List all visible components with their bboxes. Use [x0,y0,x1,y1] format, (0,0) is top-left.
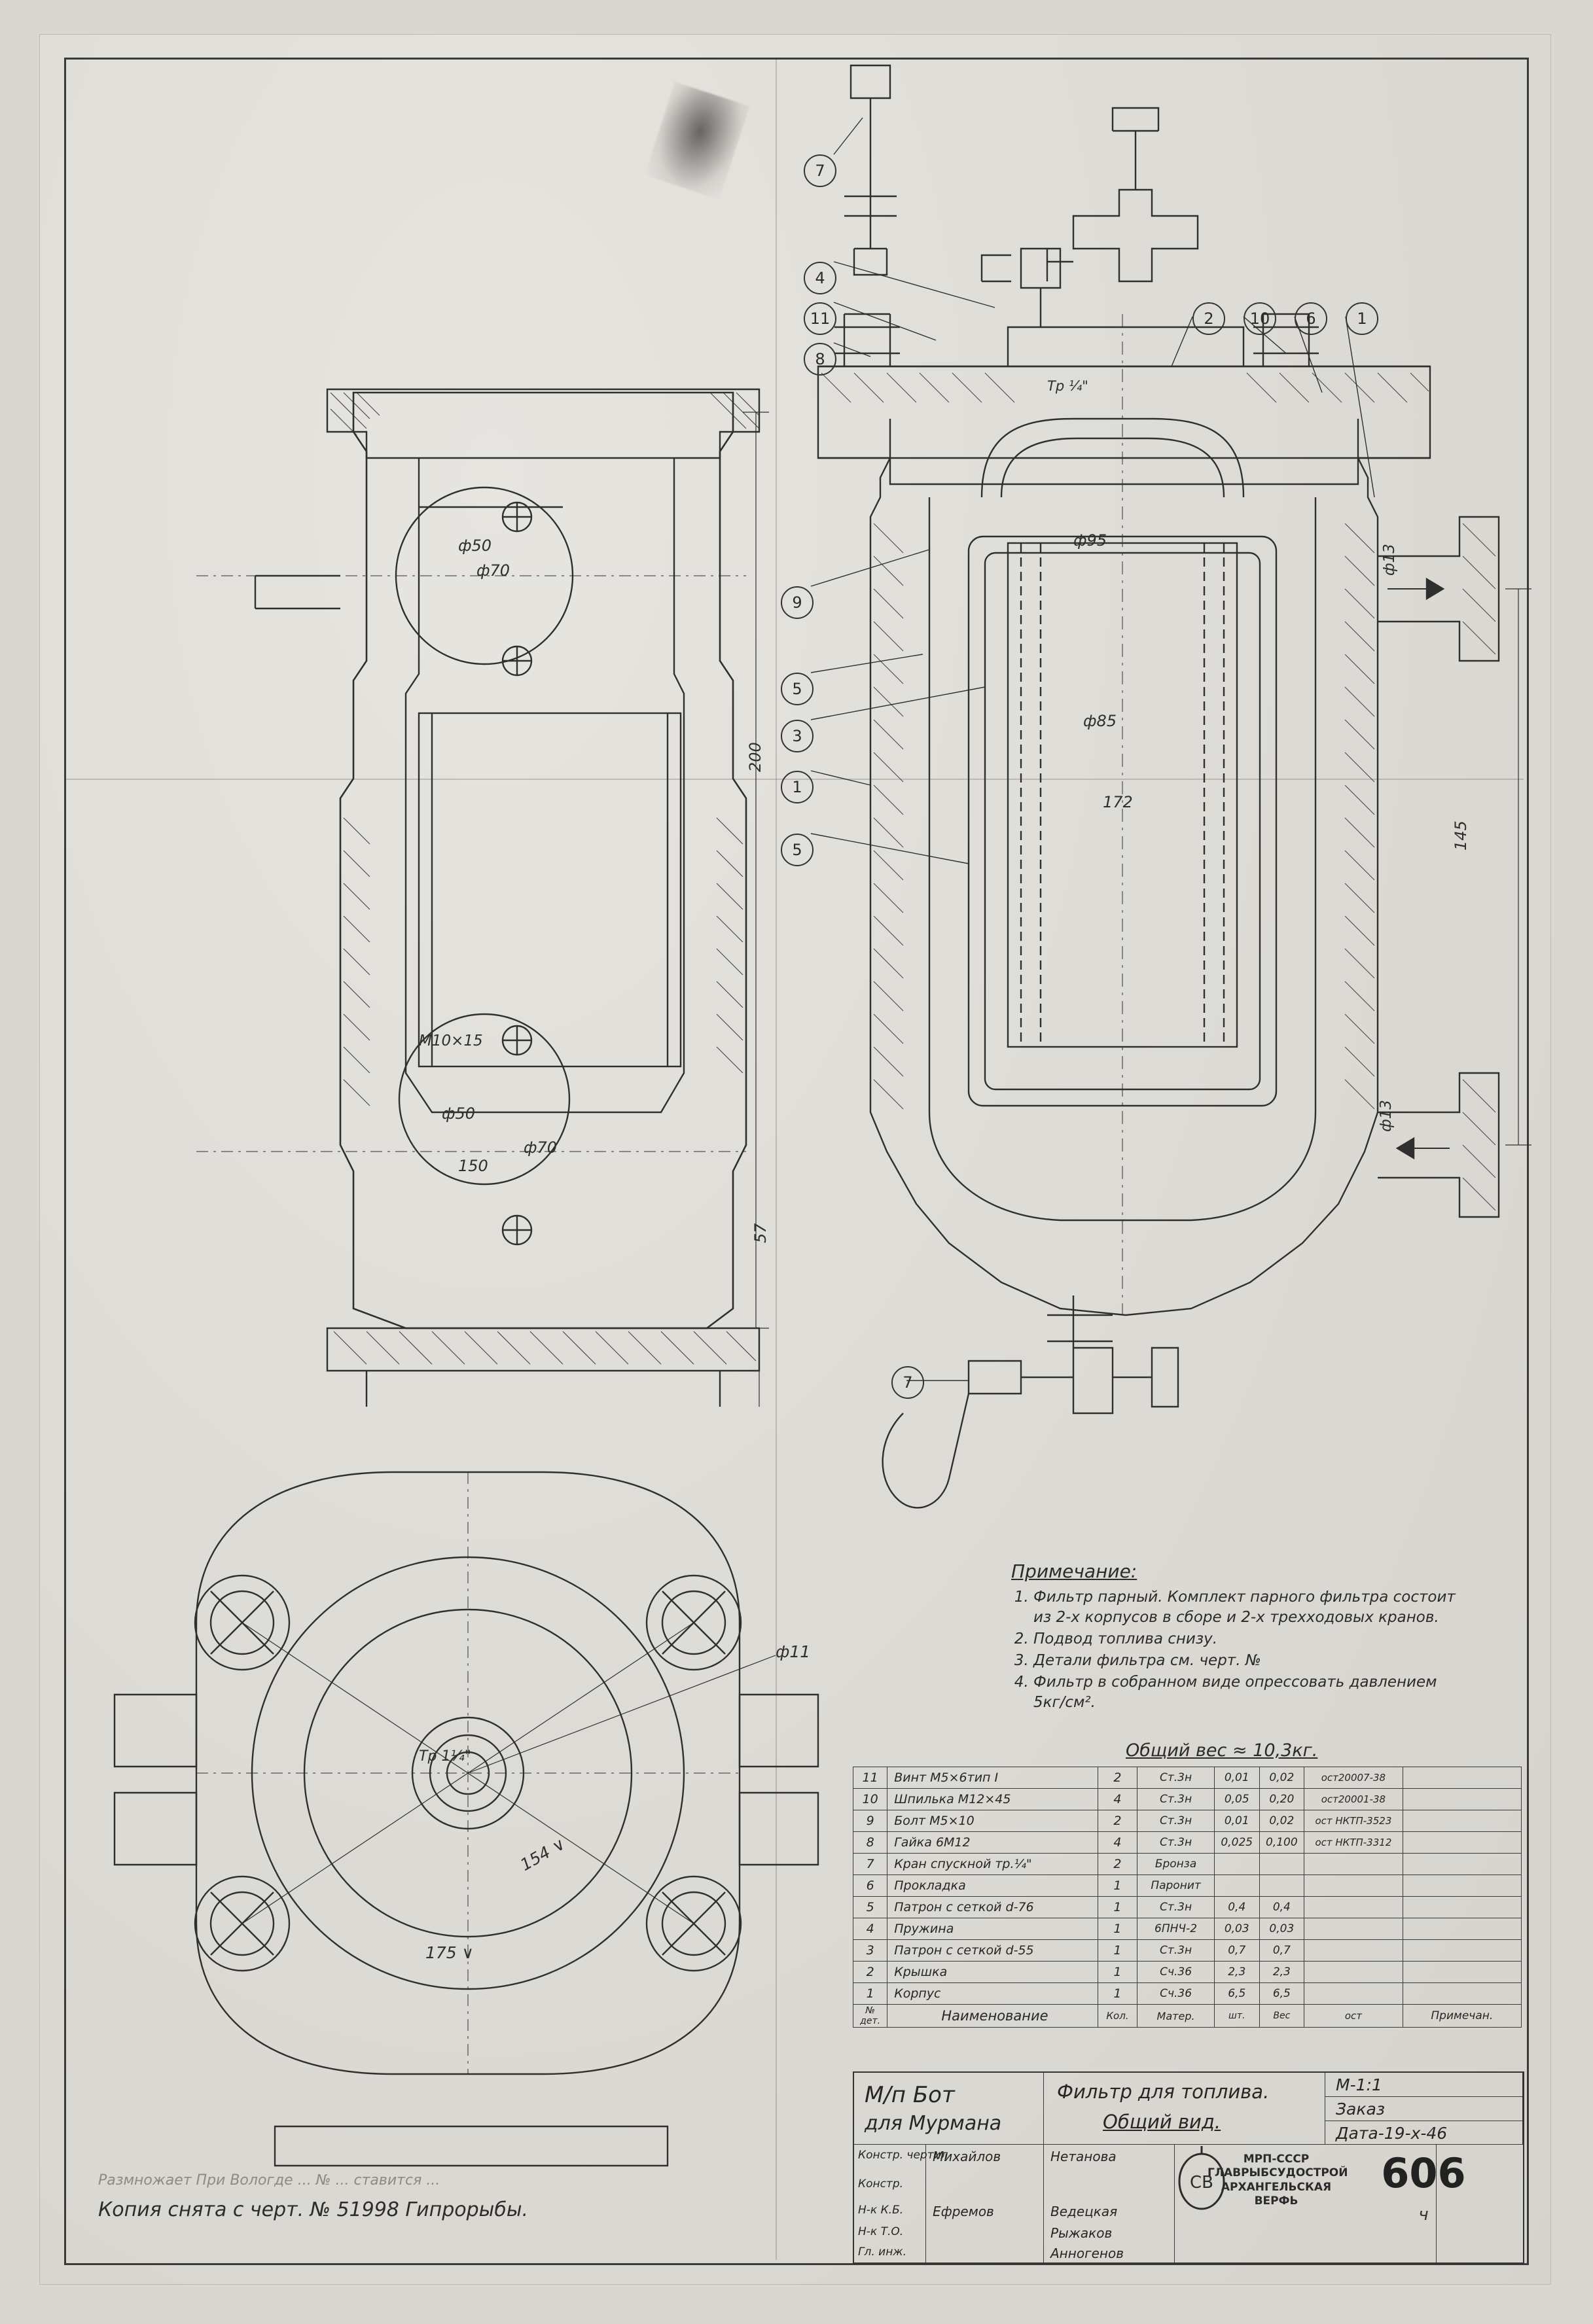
table-header-row [853,2005,1522,2028]
sign-role-3: Н-к К.Б. [858,2204,904,2217]
dimension-154: 154 ∨ [517,1834,569,1875]
balloon-label: 4 [815,269,825,287]
object-name-line1: М/п Бот [865,2082,955,2108]
cell-weight-total [1259,1875,1304,1897]
header-weight-total: Вес [1259,2005,1304,2028]
table-row [853,1810,1522,1832]
dimension-57: 57 [751,1223,770,1243]
sign-name-3: Ефремов [933,2204,994,2219]
cell-weight-total: 2,3 [1259,1962,1304,1983]
balloon-3 [781,720,814,752]
balloon-10 [1244,302,1276,335]
cell-pos: 8 [853,1832,887,1854]
cell-weight-total [1259,1854,1304,1875]
header-pos: № дет. [853,2005,887,2028]
cell-weight-unit [1214,1875,1259,1897]
copy-source-note: Копия снята с черт. № 51998 Гипрорыбы. [98,2198,529,2221]
balloon-label: 8 [815,350,825,368]
balloon-4 [804,262,836,294]
balloon-11 [804,302,836,335]
cell-qty: 2 [1098,1854,1137,1875]
balloon-label: 1 [792,778,802,796]
stamp-line-1: МРП-СССР [1243,2153,1310,2166]
table-row [853,1918,1522,1940]
cell-pos: 7 [853,1854,887,1875]
dimension-d50-upper: ф50 [458,537,492,555]
cell-material: Паронит [1137,1875,1215,1897]
notes-list [1011,1587,1469,1713]
cell-gost [1304,1940,1403,1962]
cell-weight-unit: 0,7 [1214,1940,1259,1962]
assembly-section-view [811,65,1531,1507]
cell-name: Винт М5×6тип I [887,1767,1098,1789]
scale-value: М-1:1 [1336,2075,1382,2094]
header-name: Наименование [887,2005,1098,2028]
plan-view [115,1472,818,2166]
cell-pos: 3 [853,1940,887,1962]
cell-weight-total: 0,02 [1259,1810,1304,1832]
cell-note [1403,1854,1521,1875]
dimension-d70-lower: ф70 [524,1138,558,1157]
cell-pos: 11 [853,1767,887,1789]
cell-note [1403,1962,1521,1983]
cell-qty: 4 [1098,1832,1137,1854]
dimension-d85: ф85 [1083,712,1117,730]
cell-weight-unit [1214,1854,1259,1875]
table-row [853,1832,1522,1854]
cell-note [1403,1810,1521,1832]
cell-note [1403,1983,1521,2005]
cell-note [1403,1789,1521,1810]
header-gost: ост [1304,2005,1403,2028]
balloon-label: 5 [792,680,802,698]
cell-material: Ст.3н [1137,1832,1215,1854]
notes-block [1011,1560,1469,1714]
cell-material: Ст.3н [1137,1789,1215,1810]
cell-name: Крышка [887,1962,1098,1983]
spec-body [853,1767,1522,2028]
svg-text:СВ: СВ [1190,2173,1213,2192]
cell-weight-unit: 0,025 [1214,1832,1259,1854]
table-row [853,1767,1522,1789]
balloon-6 [1295,302,1327,335]
cell-gost [1304,1897,1403,1918]
specification-table [853,1767,1522,2028]
header-qty: Кол. [1098,2005,1137,2028]
cell-qty: 1 [1098,1983,1137,2005]
cell-note [1403,1940,1521,1962]
cell-gost: ост НКТП-3312 [1304,1832,1403,1854]
cell-weight-total: 0,100 [1259,1832,1304,1854]
cell-qty: 1 [1098,1875,1137,1897]
dimension-d70-upper: ф70 [476,561,510,580]
note-item-2: 2. Подвод топлива снизу. [1033,1629,1469,1649]
cell-weight-unit: 0,01 [1214,1767,1259,1789]
cell-name: Гайка 6М12 [887,1832,1098,1854]
cell-name: Патрон с сеткой d-76 [887,1897,1098,1918]
faint-archive-note: Размножает При Вологде ... № ... ставится ... [98,2172,440,2189]
balloon-1-top [1346,302,1378,335]
cell-material: Сч.36 [1137,1983,1215,2005]
cell-pos: 6 [853,1875,887,1897]
balloon-label: 2 [1204,309,1214,328]
cell-weight-total: 6,5 [1259,1983,1304,2005]
header-weight-unit: шт. [1214,2005,1259,2028]
cell-gost [1304,1875,1403,1897]
sign-role-4: Н-к Т.О. [858,2225,904,2238]
table-row [853,1983,1522,2005]
balloon-label: 6 [1306,309,1316,328]
sign-check-4: Рыжаков [1050,2225,1113,2241]
sign-check-1: Нетанова [1050,2149,1117,2164]
cell-name: Прокладка [887,1875,1098,1897]
notes-heading: Примечание: [1011,1560,1137,1582]
balloon-7 [804,154,836,187]
cell-note [1403,1897,1521,1918]
balloon-2 [1192,302,1225,335]
cell-weight-unit: 0,01 [1214,1810,1259,1832]
cell-qty: 2 [1098,1810,1137,1832]
table-row [853,1897,1522,1918]
cell-pos: 1 [853,1983,887,2005]
dimension-d11: ф11 [776,1642,811,1661]
dimension-172: 172 [1103,793,1133,811]
cell-name: Патрон с сеткой d-55 [887,1940,1098,1962]
balloon-5-lower [781,834,814,866]
balloon-7-bottom [891,1366,924,1399]
dimension-150: 150 [458,1157,488,1175]
cell-material: Бронза [1137,1854,1215,1875]
cell-weight-total: 0,02 [1259,1767,1304,1789]
cell-weight-total: 0,03 [1259,1918,1304,1940]
stamp-line-4: ВЕРФЬ [1254,2194,1298,2208]
balloon-5-upper [781,673,814,705]
dimension-thread-1-1-4: Тр 1¼" [419,1748,471,1765]
cell-note [1403,1767,1521,1789]
balloon-label: 7 [903,1373,913,1392]
table-row [853,1940,1522,1962]
cell-material: Сч.36 [1137,1962,1215,1983]
note-item-4: 4. Фильтр в собранном виде опрессовать давлением 5кг/см². [1033,1672,1469,1713]
cell-qty: 1 [1098,1940,1137,1962]
table-row [853,1875,1522,1897]
dimension-d50-lower: ф50 [442,1104,476,1123]
cell-qty: 4 [1098,1789,1137,1810]
cell-name: Кран спускной тр.¼" [887,1854,1098,1875]
dimension-d13-bottom: ф13 [1378,1100,1395,1132]
balloon-label: 10 [1249,309,1270,328]
cell-gost: ост20007-38 [1304,1767,1403,1789]
dimension-d95: ф95 [1073,531,1107,550]
sign-role-2: Констр. [858,2177,904,2191]
cell-note [1403,1832,1521,1854]
sheet-number: 606 [1381,2149,1466,2197]
sign-check-5: Анногенов [1050,2245,1124,2261]
sign-role-1: Констр. чертил [858,2149,948,2162]
cell-material: Ст.3н [1137,1810,1215,1832]
balloon-1-left [781,771,814,803]
cell-weight-total: 0,4 [1259,1897,1304,1918]
header-note: Примечан. [1403,2005,1521,2028]
cell-gost [1304,1983,1403,2005]
sign-check-3: Ведецкая [1050,2204,1118,2219]
balloon-label: 11 [810,309,831,328]
object-name-line2: для Мурмана [865,2112,1002,2135]
balloon-8 [804,343,836,376]
cell-gost [1304,1962,1403,1983]
cell-material: Ст.3н [1137,1767,1215,1789]
cell-pos: 2 [853,1962,887,1983]
cell-weight-unit: 0,03 [1214,1918,1259,1940]
cell-name: Шпилька М12×45 [887,1789,1098,1810]
note-item-3: 3. Детали фильтра см. черт. № [1033,1651,1469,1671]
cell-gost [1304,1918,1403,1940]
works-stamp [1208,2153,1348,2208]
cell-pos: 9 [853,1810,887,1832]
header-material: Матер. [1137,2005,1215,2028]
sheet-number-suffix: ч [1418,2205,1429,2225]
dimension-d13-top: ф13 [1381,544,1398,576]
balloon-label: 9 [792,593,802,612]
table-row [853,1962,1522,1983]
dimension-m10x15: М10×15 [419,1032,483,1049]
cell-name: Корпус [887,1983,1098,2005]
cell-material: 6ПНЧ-2 [1137,1918,1215,1940]
balloon-label: 3 [792,727,802,745]
cell-weight-total: 0,7 [1259,1940,1304,1962]
order-value: Заказ [1336,2100,1386,2119]
balloon-label: 7 [815,162,825,180]
cell-pos: 4 [853,1918,887,1940]
cell-qty: 1 [1098,1897,1137,1918]
dimension-200: 200 [746,742,764,772]
cell-material: Ст.3н [1137,1940,1215,1962]
cell-weight-unit: 2,3 [1214,1962,1259,1983]
cell-material: Ст.3н [1137,1897,1215,1918]
cell-gost: ост НКТП-3523 [1304,1810,1403,1832]
balloon-label: 5 [792,841,802,859]
dimension-145: 145 [1452,820,1470,851]
dimension-175: 175 ∨ [425,1943,474,1962]
drawing-title-sub: Общий вид. [1103,2111,1221,2133]
cell-weight-total: 0,20 [1259,1789,1304,1810]
balloon-9 [781,586,814,619]
stamp-line-2: ГЛАВРЫБСУДОСТРОЙ [1208,2166,1348,2180]
total-weight-label: Общий вес ≈ 10,3кг. [1126,1740,1318,1761]
cell-qty: 1 [1098,1962,1137,1983]
cell-pos: 5 [853,1897,887,1918]
dimension-thread-1-4: Тр ¼" [1047,378,1088,394]
cell-qty: 2 [1098,1767,1137,1789]
cell-name: Болт М5×10 [887,1810,1098,1832]
date-value: Дата-19-х-46 [1336,2124,1448,2143]
cell-note [1403,1875,1521,1897]
cell-weight-unit: 6,5 [1214,1983,1259,2005]
drawing-title-main: Фильтр для топлива. [1057,2081,1270,2103]
cell-weight-unit: 0,4 [1214,1897,1259,1918]
cell-note [1403,1918,1521,1940]
note-item-1: 1. Фильтр парный. Комплект парного фильтра состоит из 2-х корпусов в сборе и 2-х трехходовых кранов. [1033,1587,1469,1628]
balloon-label: 1 [1357,309,1367,328]
cell-pos: 10 [853,1789,887,1810]
table-row [853,1854,1522,1875]
cell-qty: 1 [1098,1918,1137,1940]
stamp-line-3: АРХАНГЕЛЬСКАЯ [1221,2180,1332,2194]
cell-gost [1304,1854,1403,1875]
cell-name: Пружина [887,1918,1098,1940]
table-row [853,1789,1522,1810]
cell-weight-unit: 0,05 [1214,1789,1259,1810]
sign-role-5: Гл. инж. [858,2245,907,2259]
sign-name-1: Михайлов [933,2149,1001,2164]
cell-gost: ост20001-38 [1304,1789,1403,1810]
